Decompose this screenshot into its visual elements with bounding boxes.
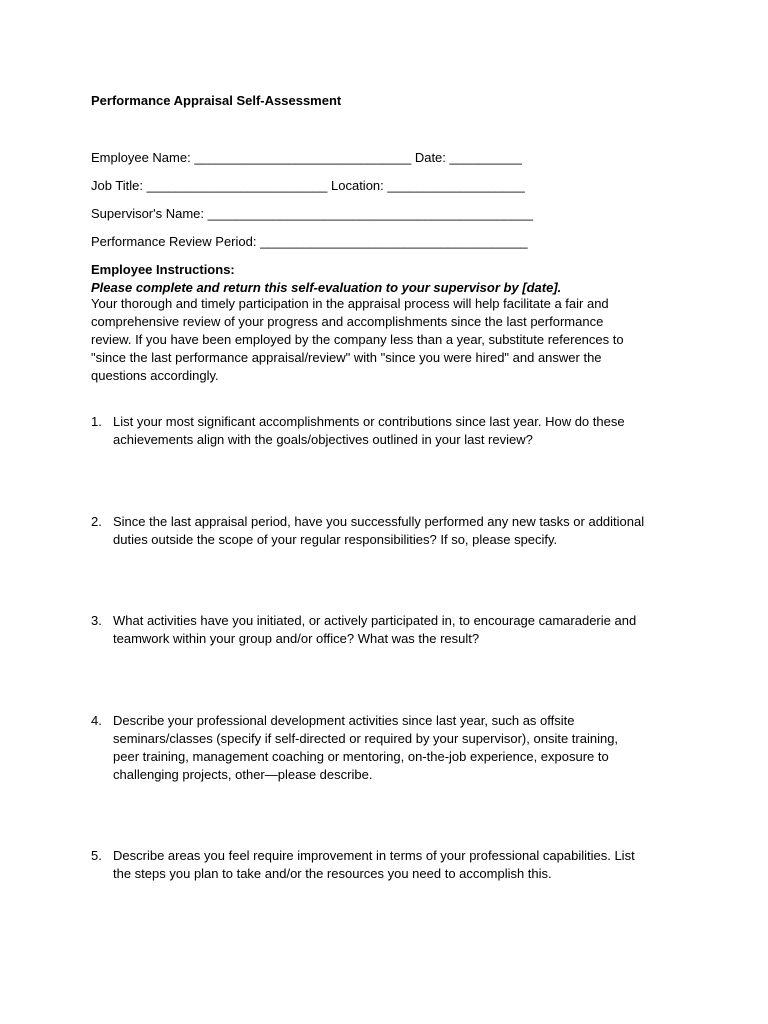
question-line: Describe your professional development activities since last year, such as offsite: [113, 713, 575, 728]
instructions-line: comprehensive review of your progress and accomplishments since the last performance: [91, 314, 604, 329]
instructions-line: review. If you have been employed by the company less than a year, substitute references to: [91, 332, 624, 347]
question-line: Since the last appraisal period, have you successfully performed any new tasks or additional: [113, 514, 645, 529]
question-line: seminars/classes (specify if self-directed or required by your supervisor), onsite training,: [113, 731, 619, 746]
question-number: 3.: [91, 613, 102, 628]
question-line: List your most significant accomplishments or contributions since last year. How do these: [113, 414, 625, 429]
question-line: the steps you plan to take and/or the resources you need to accomplish this.: [113, 866, 552, 881]
review-period-field: Performance Review Period: _____________________________________: [91, 234, 528, 249]
question-text: [113, 712, 693, 784]
question-line: What activities have you initiated, or actively participated in, to encourage camaraderie and: [113, 613, 637, 628]
question-text: [113, 847, 693, 883]
instructions-heading: Employee Instructions:: [91, 262, 235, 277]
question-line: teamwork within your group and/or office? What was the result?: [113, 631, 480, 646]
question-line: Describe areas you feel require improvement in terms of your professional capabilities. List: [113, 848, 635, 863]
instructions-deadline: Please complete and return this self-evaluation to your supervisor by [date].: [91, 280, 562, 295]
instructions-line: "since the last performance appraisal/review" with "since you were hired" and answer the: [91, 350, 602, 365]
question-line: duties outside the scope of your regular responsibilities? If so, please specify.: [113, 532, 558, 547]
question-text: [113, 513, 693, 549]
question-number: 1.: [91, 414, 102, 429]
question-number: 4.: [91, 713, 102, 728]
question-number: 5.: [91, 848, 102, 863]
question-text: [113, 413, 693, 449]
document-title: Performance Appraisal Self-Assessment: [91, 93, 342, 108]
instructions-body: [91, 295, 671, 385]
instructions-line: Your thorough and timely participation in the appraisal process will help facilitate a fair and: [91, 296, 609, 311]
question-line: peer training, management coaching or mentoring, on-the-job experience, exposure to: [113, 749, 609, 764]
question-number: 2.: [91, 514, 102, 529]
employee-name-date-field: Employee Name: ______________________________ Date: __________: [91, 150, 522, 165]
supervisor-name-field: Supervisor's Name: _____________________________________________: [91, 206, 533, 221]
instructions-line: questions accordingly.: [91, 368, 219, 383]
job-title-location-field: Job Title: _________________________ Location: ___________________: [91, 178, 525, 193]
question-line: achievements align with the goals/objectives outlined in your last review?: [113, 432, 533, 447]
question-text: [113, 612, 693, 648]
question-line: challenging projects, other—please describe.: [113, 767, 373, 782]
